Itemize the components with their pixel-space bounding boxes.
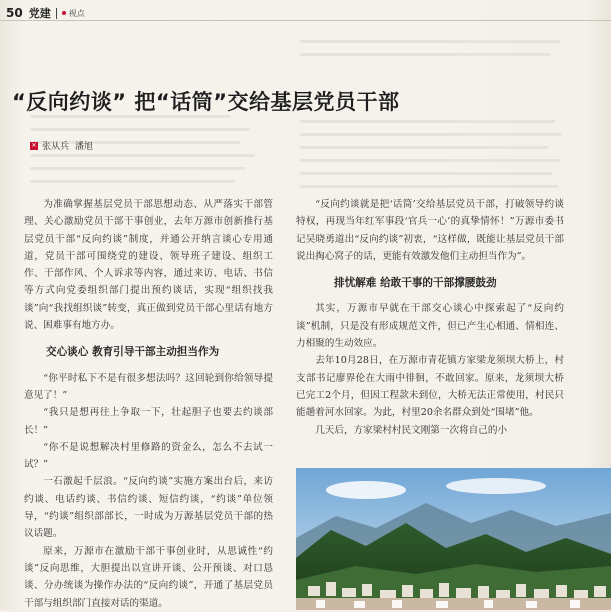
paragraph: 几天后，方家梁村村民文刚第一次将自己的小: [315, 424, 508, 436]
section-name: 党建: [28, 7, 51, 20]
paragraph: 其实，万源市早就在干部交心谈心中探索起了“反向约谈”机制，只是没有形成规范文件，但已产生心相通、情相连、力相聚的生动效应。: [296, 303, 564, 350]
article-title: “反向约谈” 把“话筒”交给基层党员干部: [12, 90, 400, 114]
author-name: 潘旭: [75, 142, 94, 152]
show-through-texture: [0, 20, 611, 220]
section-heading: 交心谈心 教育引导干部主动担当作为: [46, 346, 220, 359]
landscape-photo: [296, 468, 611, 610]
mountain-town-image: [296, 468, 611, 610]
left-column: [24, 196, 273, 612]
paragraph: 去年10月28日，在万源市青花镇方家梁龙须坝大桥上，村支部书记廖界伦在大雨中徘徊，不敢回家。原来，龙须坝大桥已完工2个月，但因工程款未到位，大桥无法正常使用，村民只能趟着河水回家。为此，村里20余名群众到处“围堵”他。: [296, 355, 564, 419]
paragraph: 为准确掌握基层党员干部思想动态、从严落实干部管理、关心激励党员干部干事创业，去年万源市创新推行基层党员干部“反向约谈”制度，并通公开纳言谈心专用通道，党员干部可围绕党的建设、领导班子建设、组织工作、干部作风、个人诉求等内容，通过来访、电话、书信等方式向党委组织部门提出预约谈话，实现“组织找我谈”向“我找组织谈”转变，真正做到党员干部心里话有地方说、困难事有地方办。: [24, 199, 273, 332]
paragraph: 一石激起千层浪。“反向约谈”实施方案出台后，来访约谈、电话约谈、书信约谈、短信约谈，“约谈”单位领导，“约谈”组织部部长，一时成为万源基层党员干部的热议话题。: [24, 476, 273, 540]
paragraph: “反向约谈就是把‘话筒’交给基层党员干部，打破领导约谈特权，再现当年红军事段‘官兵一心’的真挚情怀！”万源市委书记吴晓勇道出“反向约谈”初衷，“这样做，既能让基层党员干部说出掏心窝子的话，更能有效激发他们主动担当作为”。: [296, 199, 564, 262]
paragraph: 原来，万源市在激励干部干事创业时，从思诚性“约谈”反向思维，大胆提出以宣讲开谈、公开预谈、对口恳谈、分办统谈为操作办法的“反向约谈”，开通了基层党员干部与组织部门直接对话的渠道。: [24, 545, 273, 609]
subsection-name: 视点: [68, 8, 85, 18]
byline: [30, 139, 99, 152]
bullet-icon: [62, 11, 66, 15]
page-number: 50: [6, 6, 23, 20]
header-divider: [56, 8, 57, 19]
section-heading: 排忧解难 给敢干事的干部撑腰鼓劲: [334, 277, 497, 290]
paragraph: “你平时私下不是有很多想法吗？这回轮到你给领导提意见了！”: [24, 372, 273, 401]
author-name: 张从兵: [42, 142, 70, 152]
paragraph: “我只是想再往上争取一下，壮起胆子也要去约谈部长！”: [24, 407, 273, 436]
paragraph: “你不是说想解决村里修路的资金么，怎么不去试一试？”: [24, 441, 273, 471]
right-column: [296, 196, 564, 439]
byline-icon: ✕: [31, 141, 37, 149]
